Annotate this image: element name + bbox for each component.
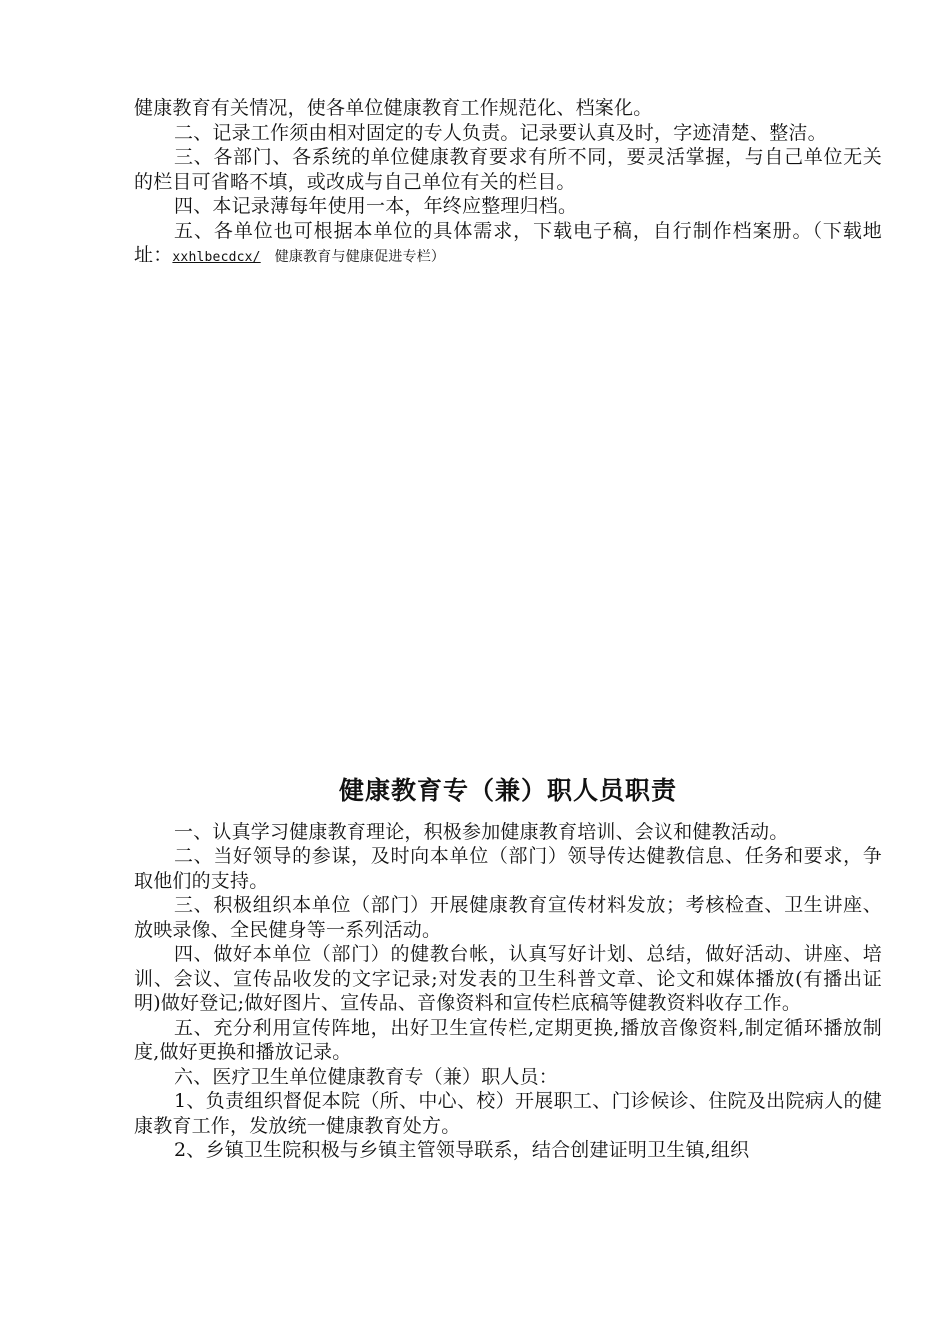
paragraph-item-2: 二、记录工作须由相对固定的专人负责。记录要认真及时，字迹清楚、整洁。 <box>174 121 827 144</box>
section-title: 健康教育专（兼）职人员职责 <box>338 775 677 805</box>
paragraph-item-5-text: 五、各单位也可根据本单位的具体需求，下载电子稿，自行制作档案册。 <box>174 219 813 242</box>
paragraph-item-4: 四、本记录薄每年使用一本，年终应整理归档。 <box>174 195 578 217</box>
duty-item: 六、医疗卫生单位健康教育专（兼）职人员： <box>174 1065 559 1088</box>
duty-item: 三、积极组织本单位（部门）开展健康教育宣传材料发放；考核检查、卫生讲座、放映录像、全民健身等一系列活动。 <box>134 894 882 941</box>
duty-item: 四、做好本单位（部门）的健教台帐，认真写好计划、总结，做好活动、讲座、培训、会议、宣传品收发的文字记录;对发表的卫生科普文章、论文和媒体播放(有播出证明)做好登记;做好图片、宣传品、音像资料和宣传栏底稿等健教资料收存工作。 <box>134 943 882 1014</box>
duty-item: 一、认真学习健康教育理论，积极参加健康教育培训、会议和健教活动。 <box>174 820 789 843</box>
page-gap <box>134 271 882 774</box>
download-link-caption: 健康教育与健康促进专栏） <box>274 249 446 265</box>
document-page <box>134 96 882 1163</box>
duty-item: 五、充分利用宣传阵地，出好卫生宣传栏,定期更换,播放音像资料,制定循环播放制度,做好更换和播放记录。 <box>134 1016 882 1063</box>
paragraph-item-3: 三、各部门、各系统的单位健康教育要求有所不同，要灵活掌握，与自己单位无关的栏目可省略不填，或改成与自己单位有关的栏目。 <box>134 146 882 193</box>
paragraph-item-5-paren: （下载地址： <box>134 219 882 266</box>
duty-item: 二、当好领导的参谋，及时向本单位（部门）领导传达健教信息、任务和要求，争取他们的支持。 <box>134 845 882 892</box>
paragraph-continuation: 健康教育有关情况，使各单位健康教育工作规范化、档案化。 <box>134 97 653 119</box>
paragraph-item-5 <box>134 219 882 271</box>
download-link[interactable]: xxhlbecdcx/ <box>172 250 261 265</box>
duty-sub-item: 1、负责组织督促本院（所、中心、校）开展职工、门诊候诊、住院及出院病人的健康教育工作，发放统一健康教育处方。 <box>134 1090 882 1137</box>
duty-sub-item: 2、乡镇卫生院积极与乡镇主管领导联系，结合创建证明卫生镇,组织 <box>174 1139 750 1161</box>
